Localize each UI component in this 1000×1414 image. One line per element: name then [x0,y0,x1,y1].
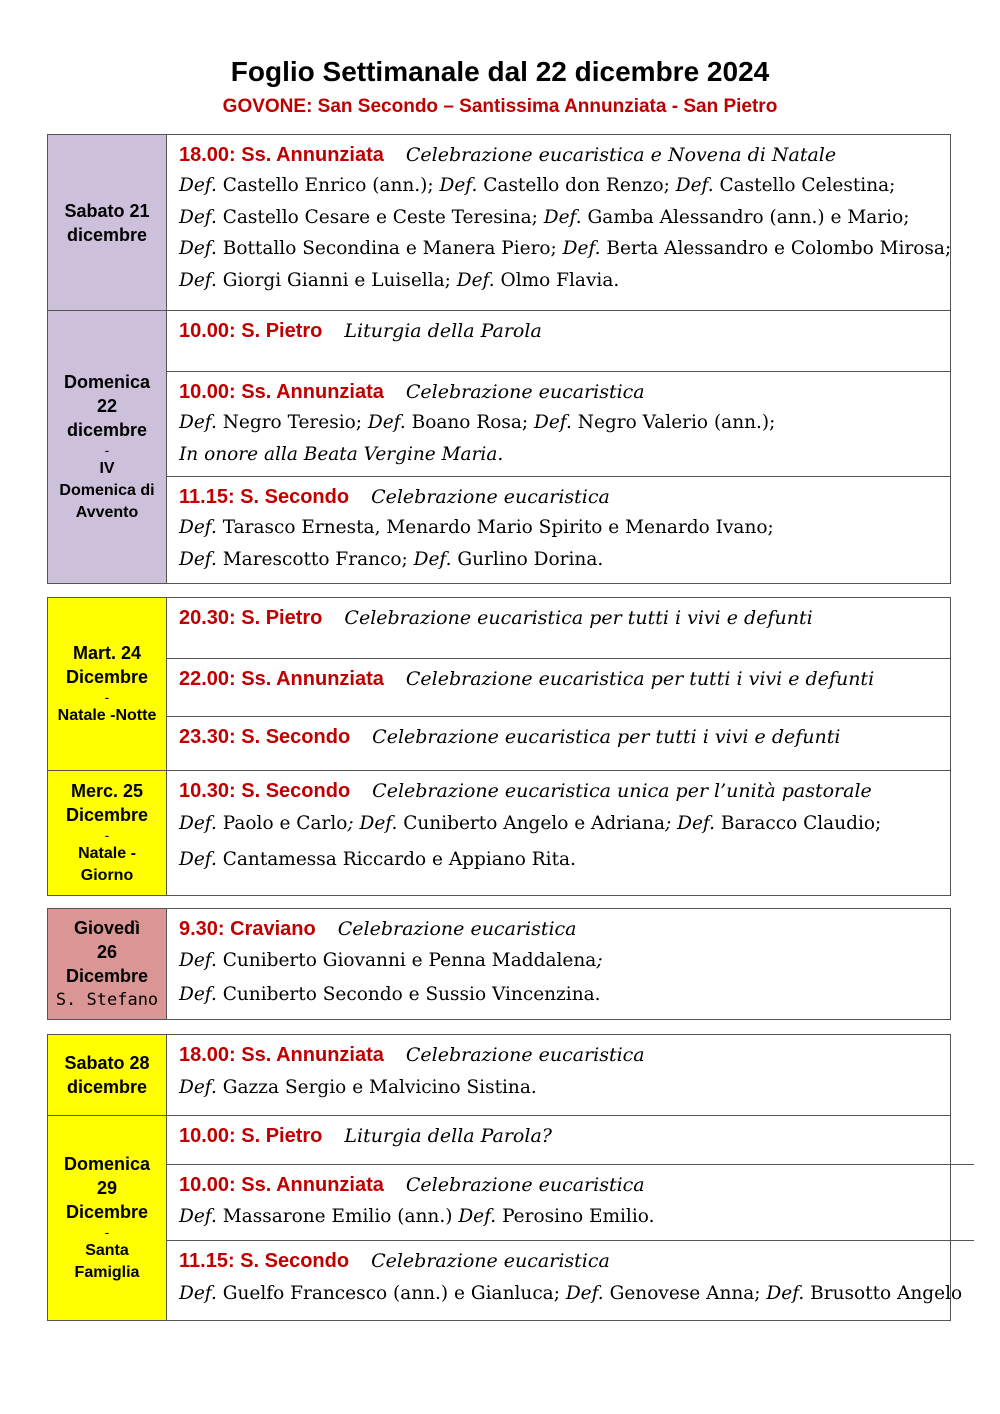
mass-entry [167,1164,974,1240]
mass-time: 11.15: S. Secondo [179,1250,350,1272]
intention-line: Def. Cuniberto Secondo e Sussio Vincenzina. [179,984,601,1005]
mass-entry [167,716,950,770]
intention-line: Def. Bottallo Secondina e Manera Piero; Def. Berta Alessandro e Colombo Mirosa; [179,238,952,259]
day-cell-wed25 [48,771,167,895]
day-label: dicembre [66,420,148,440]
mass-description: Celebrazione eucaristica [405,1044,645,1066]
intention-line: Def. Cuniberto Giovanni e Penna Maddalena; [179,950,603,971]
day-label: Dicembre [65,667,149,687]
day-label: Dicembre [65,805,149,825]
day-cell-sat21 [48,135,167,310]
mass-description: Celebrazione eucaristica e Novena di Natale [405,144,837,166]
day-label: Merc. 25 [70,781,144,801]
intention-line: Def. Tarasco Ernesta, Menardo Mario Spirito e Menardo Ivano; [179,517,774,538]
schedule-block-2 [47,597,951,896]
day-label: Dicembre [65,1202,149,1222]
mass-time: 9.30: Craviano [179,918,316,940]
day-label: Domenica [63,372,151,392]
mass-time: 10.00: Ss. Annunziata [179,381,384,403]
mass-time: 10.00: S. Pietro [179,320,323,342]
mass-description: Celebrazione eucaristica per tutti i vivi e defunti [344,607,813,629]
mass-entry [167,1035,950,1115]
subtitle-place: GOVONE [222,96,307,117]
day-cell-sat28 [48,1035,167,1115]
day-label: dicembre [66,1077,148,1097]
day-label: - [104,689,110,705]
page-title: Foglio Settimanale dal 22 dicembre 2024 [230,56,770,87]
day-label: Famiglia [74,1264,140,1281]
intention-line: Def. Marescotto Franco; Def. Gurlino Dorina. [179,548,604,570]
day-row-sun29 [48,1115,963,1320]
intention-line: Def. Castello Cesare e Ceste Teresina; Def. Gamba Alessandro (ann.) e Mario; [179,206,910,228]
mass-time: 22.00: Ss. Annunziata [179,668,384,690]
day-label: Giovedì [73,918,140,938]
mass-time: 18.00: Ss. Annunziata [179,1044,384,1066]
mass-time: 20.30: S. Pietro [179,607,323,629]
day-label: Santa [85,1242,129,1259]
subtitle-churches: : San Secondo – Santissima Annunziata - San Pietro [306,96,778,117]
mass-description: Celebrazione eucaristica [371,1250,610,1272]
day-label: Domenica [63,1154,151,1174]
intention-line: Def. Castello Enrico (ann.); Def. Castello don Renzo; Def. Castello Celestina; [179,175,896,196]
day-row-wed25 [48,770,950,895]
day-label: 22 [96,396,118,416]
mass-description: Celebrazione eucaristica [337,918,577,940]
mass-entry [167,909,950,1019]
day-label: Mart. 24 [72,643,142,663]
mass-description: Celebrazione eucaristica per tutti i vivi e defunti [372,726,841,748]
day-label: Domenica di [59,482,155,499]
mass-description: Celebrazione eucaristica per tutti i vivi e defunti [405,668,875,690]
intention-line: Def. Guelfo Francesco (ann.) e Gianluca; Def. Genovese Anna; Def. Brusotto Angelo [179,1283,963,1304]
mass-description: Celebrazione eucaristica unica per l’unità pastorale [372,780,872,802]
day-row-thu26 [48,909,950,1019]
page-subtitle [0,96,1000,118]
schedule-block-1 [47,134,951,584]
day-label: Avvento [75,504,139,521]
intention-line: Def. Paolo e Carlo; Def. Cuniberto Angelo e Adriana; Def. Baracco Claudio; [179,813,882,834]
day-label: S. Stefano [55,990,159,1010]
mass-time: 10.00: S. Pietro [179,1125,323,1147]
mass-entry [167,771,950,895]
day-cell-tue24 [48,598,167,770]
mass-entry [167,658,950,716]
mass-time: 10.00: Ss. Annunziata [179,1174,384,1196]
mass-entry [167,1240,974,1320]
day-label: Giorno [80,867,134,884]
day-label: dicembre [66,224,148,245]
day-label: - [104,442,110,458]
mass-description: Liturgia della Parola? [344,1125,552,1147]
mass-entry [167,1116,974,1164]
mass-entry [167,135,963,310]
mass-time: 18.00: Ss. Annunziata [179,144,384,166]
intention-line: In onore alla Beata Vergine Maria. [179,443,504,465]
day-row-sat21 [48,135,950,310]
day-label: Dicembre [65,966,149,986]
intention-line: Def. Giorgi Gianni e Luisella; Def. Olmo Flavia. [179,269,620,291]
day-row-sun22 [48,310,950,583]
day-label: Natale - [78,845,136,862]
day-cell-sun29 [48,1116,167,1320]
intention-line: Def. Negro Teresio; Def. Boano Rosa; Def. Negro Valerio (ann.); [179,412,776,433]
day-label: Natale -Notte [57,707,157,724]
day-label: 29 [96,1178,118,1198]
schedule-block-3 [47,908,951,1020]
mass-entry [167,598,950,658]
mass-entry [167,371,950,476]
day-cell-thu26 [48,909,167,1019]
day-label: - [104,827,110,843]
mass-description: Celebrazione eucaristica [405,381,645,403]
mass-time: 11.15: S. Secondo [179,486,350,508]
mass-time: 23.30: S. Secondo [179,726,351,748]
mass-description: Celebrazione eucaristica [371,486,610,508]
schedule-block-4 [47,1034,963,1321]
intention-line: Def. Cantamessa Riccardo e Appiano Rita. [179,849,576,870]
mass-description: Celebrazione eucaristica [405,1174,645,1196]
mass-entry [167,311,950,371]
mass-time: 10.30: S. Secondo [179,780,351,802]
day-label: Sabato 21 [64,200,150,221]
day-row-sat28 [48,1035,950,1115]
intention-line: Def. Gazza Sergio e Malvicino Sistina. [179,1077,537,1098]
day-label: - [104,1224,110,1240]
day-row-tue24 [48,598,950,770]
mass-entry [167,476,950,583]
intention-line: Def. Massarone Emilio (ann.) Def. Perosino Emilio. [179,1206,655,1227]
day-label: 26 [96,942,118,962]
day-label: IV [99,460,115,477]
day-cell-sun22 [48,311,167,583]
day-label: Sabato 28 [64,1053,150,1073]
mass-description: Liturgia della Parola [344,320,542,342]
